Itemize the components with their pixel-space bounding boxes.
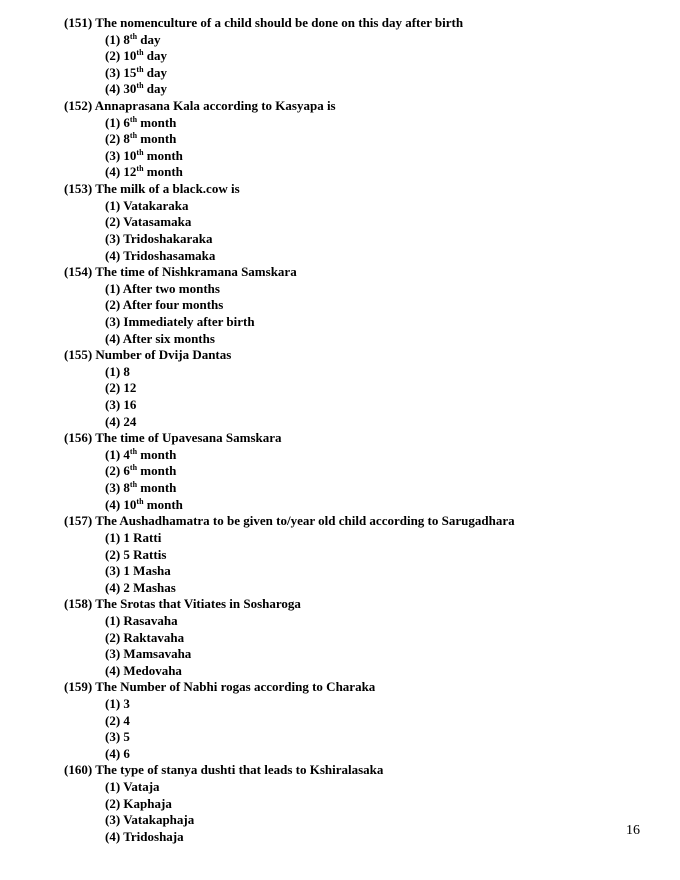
option-label: (1) (105, 612, 121, 628)
option-value: 12 (123, 380, 137, 396)
answer-option (64, 65, 664, 82)
option-value: 8 (123, 480, 130, 496)
question-item (64, 15, 664, 98)
option-label: (3) (105, 147, 121, 163)
option-value: Vatasamaka (123, 214, 192, 230)
option-label: (3) (105, 480, 121, 496)
question-item (64, 762, 664, 845)
option-value: 1 Masha (123, 563, 171, 579)
option-label: (4) (105, 496, 121, 512)
question-item (64, 181, 664, 264)
option-label: (3) (105, 64, 121, 80)
option-label: (4) (105, 579, 121, 595)
question-body: The Number of Nabhi rogas according to Charaka (95, 679, 376, 695)
answer-option (64, 630, 664, 647)
question-body: The time of Upavesana Samskara (95, 430, 282, 446)
option-value: 8 (123, 31, 130, 47)
answer-option (64, 131, 664, 148)
question-text (64, 762, 664, 779)
option-label: (4) (105, 330, 121, 346)
option-label: (2) (105, 629, 121, 645)
answer-option (64, 663, 664, 680)
answer-option (64, 248, 664, 265)
question-number: (160) (64, 762, 93, 778)
question-number: (153) (64, 181, 93, 197)
ordinal-suffix: th (136, 147, 144, 157)
question-text (64, 513, 664, 530)
answer-option (64, 497, 664, 514)
ordinal-suffix: th (129, 463, 138, 473)
question-text (64, 98, 664, 115)
option-label: (4) (105, 164, 121, 180)
option-unit: month (140, 463, 177, 479)
option-label: (3) (105, 646, 121, 662)
option-label: (4) (105, 662, 121, 678)
question-list (64, 15, 664, 845)
option-unit: day (140, 31, 161, 47)
answer-option (64, 164, 664, 181)
option-value: Rasavaha (123, 612, 178, 628)
option-unit: month (140, 480, 177, 496)
question-number: (151) (64, 15, 93, 30)
question-body: The type of stanya dushti that leads to Kshiralasaka (95, 762, 384, 778)
answer-option (64, 231, 664, 248)
answer-option (64, 779, 664, 796)
option-label: (1) (105, 529, 121, 545)
option-value: 6 (123, 114, 130, 130)
question-text (64, 15, 664, 32)
answer-option (64, 696, 664, 713)
option-label: (2) (105, 297, 121, 313)
question-text (64, 181, 664, 198)
question-number: (157) (64, 513, 93, 529)
option-label: (3) (105, 397, 121, 413)
answer-option (64, 646, 664, 663)
ordinal-suffix: th (136, 81, 144, 91)
answer-option (64, 480, 664, 497)
question-item (64, 264, 664, 347)
option-label: (1) (105, 31, 121, 47)
question-body: The nomenculture of a child should be done on this day after birth (95, 15, 464, 30)
option-value: 5 Rattis (123, 546, 167, 562)
answer-option (64, 32, 664, 49)
answer-option (64, 297, 664, 314)
answer-option (64, 364, 664, 381)
answer-option (64, 281, 664, 298)
option-value: 5 (123, 729, 130, 745)
question-body: Number of Dvija Dantas (95, 347, 232, 363)
answer-option (64, 198, 664, 215)
ordinal-suffix: th (136, 64, 144, 74)
question-text (64, 347, 664, 364)
answer-option (64, 314, 664, 331)
option-label: (1) (105, 280, 121, 296)
answer-option (64, 115, 664, 132)
option-value: 6 (123, 745, 130, 761)
option-label: (4) (105, 745, 121, 761)
option-label: (1) (105, 197, 121, 213)
option-label: (3) (105, 812, 121, 828)
ordinal-suffix: th (129, 114, 138, 124)
answer-option (64, 447, 664, 464)
option-unit: month (146, 496, 183, 512)
option-label: (1) (105, 446, 121, 462)
option-value: 4 (123, 712, 130, 728)
ordinal-suffix: th (136, 164, 144, 174)
option-label: (1) (105, 779, 121, 795)
option-label: (4) (105, 247, 121, 263)
ordinal-suffix: th (129, 480, 138, 490)
answer-option (64, 613, 664, 630)
option-value: 24 (123, 413, 137, 429)
option-unit: month (140, 446, 177, 462)
option-label: (2) (105, 214, 121, 230)
option-unit: month (146, 164, 183, 180)
question-body: Annaprasana Kala according to Kasyapa is (94, 98, 336, 114)
option-value: 12 (123, 164, 137, 180)
option-value: 15 (123, 64, 137, 80)
answer-option (64, 414, 664, 431)
option-value: After four months (122, 297, 224, 313)
question-item (64, 679, 664, 762)
option-value: 1 Ratti (123, 529, 162, 545)
option-value: 4 (123, 446, 130, 462)
option-value: 3 (123, 695, 130, 711)
ordinal-suffix: th (129, 131, 138, 141)
option-value: 10 (123, 496, 137, 512)
option-value: 2 Mashas (123, 579, 176, 595)
option-label: (2) (105, 712, 121, 728)
option-value: Tridoshasamaka (123, 247, 216, 263)
question-number: (152) (64, 98, 93, 114)
option-label: (1) (105, 695, 121, 711)
answer-option (64, 547, 664, 564)
answer-option (64, 563, 664, 580)
option-label: (1) (105, 114, 121, 130)
answer-option (64, 530, 664, 547)
option-value: Tridoshakaraka (123, 230, 213, 246)
option-unit: month (146, 147, 183, 163)
option-value: 30 (123, 81, 137, 97)
ordinal-suffix: th (136, 48, 144, 58)
answer-option (64, 829, 664, 846)
question-number: (159) (64, 679, 93, 695)
option-unit: day (146, 48, 168, 64)
option-value: Raktavaha (123, 629, 185, 645)
option-value: Vatakaphaja (123, 812, 195, 828)
question-number: (155) (64, 347, 93, 363)
option-label: (4) (105, 413, 121, 429)
option-label: (2) (105, 795, 121, 811)
question-text (64, 430, 664, 447)
question-item (64, 98, 664, 181)
ordinal-suffix: th (129, 31, 138, 41)
option-label: (1) (105, 363, 121, 379)
option-value: 10 (123, 147, 137, 163)
page-number: 16 (626, 823, 640, 838)
question-number: (158) (64, 596, 93, 612)
answer-option (64, 81, 664, 98)
option-value: 8 (123, 363, 130, 379)
question-item (64, 347, 664, 430)
answer-option (64, 148, 664, 165)
question-body: The milk of a black.cow is (95, 181, 240, 197)
question-text (64, 596, 664, 613)
option-label: (3) (105, 563, 121, 579)
option-label: (2) (105, 463, 121, 479)
answer-option (64, 812, 664, 829)
option-label: (3) (105, 313, 121, 329)
question-body: The Aushadhamatra to be given to/year old child according to Sarugadhara (95, 513, 515, 529)
question-item (64, 430, 664, 513)
answer-option (64, 729, 664, 746)
option-label: (2) (105, 131, 121, 147)
option-value: 8 (123, 131, 130, 147)
answer-option (64, 463, 664, 480)
option-value: After six months (122, 330, 215, 346)
question-text (64, 679, 664, 696)
answer-option (64, 48, 664, 65)
answer-option (64, 580, 664, 597)
option-label: (3) (105, 230, 121, 246)
option-value: Mamsavaha (123, 646, 192, 662)
question-text (64, 264, 664, 281)
option-label: (2) (105, 546, 121, 562)
option-value: Kaphaja (123, 795, 172, 811)
option-label: (4) (105, 828, 121, 844)
option-value: Immediately after birth (123, 313, 255, 329)
question-item (64, 596, 664, 679)
option-value: 6 (123, 463, 130, 479)
question-body: The Srotas that Vitiates in Sosharoga (95, 596, 301, 612)
option-value: 16 (123, 397, 137, 413)
option-label: (4) (105, 81, 121, 97)
answer-option (64, 214, 664, 231)
option-value: Medovaha (123, 662, 182, 678)
question-number: (154) (64, 264, 93, 280)
ordinal-suffix: th (129, 446, 138, 456)
option-label: (2) (105, 48, 121, 64)
option-label: (3) (105, 729, 121, 745)
answer-option (64, 380, 664, 397)
question-item (64, 513, 664, 596)
ordinal-suffix: th (136, 496, 144, 506)
answer-option (64, 331, 664, 348)
answer-option (64, 397, 664, 414)
answer-option (64, 713, 664, 730)
option-unit: month (140, 131, 177, 147)
option-value: Vatakaraka (123, 197, 189, 213)
option-value: 10 (123, 48, 137, 64)
option-unit: day (146, 64, 168, 80)
option-value: After two months (122, 280, 220, 296)
option-unit: month (140, 114, 177, 130)
question-body: The time of Nishkramana Samskara (95, 264, 297, 280)
option-label: (2) (105, 380, 121, 396)
option-value: Vataja (123, 779, 160, 795)
answer-option (64, 746, 664, 763)
option-unit: day (146, 81, 168, 97)
question-number: (156) (64, 430, 93, 446)
option-value: Tridoshaja (123, 828, 184, 844)
answer-option (64, 796, 664, 813)
